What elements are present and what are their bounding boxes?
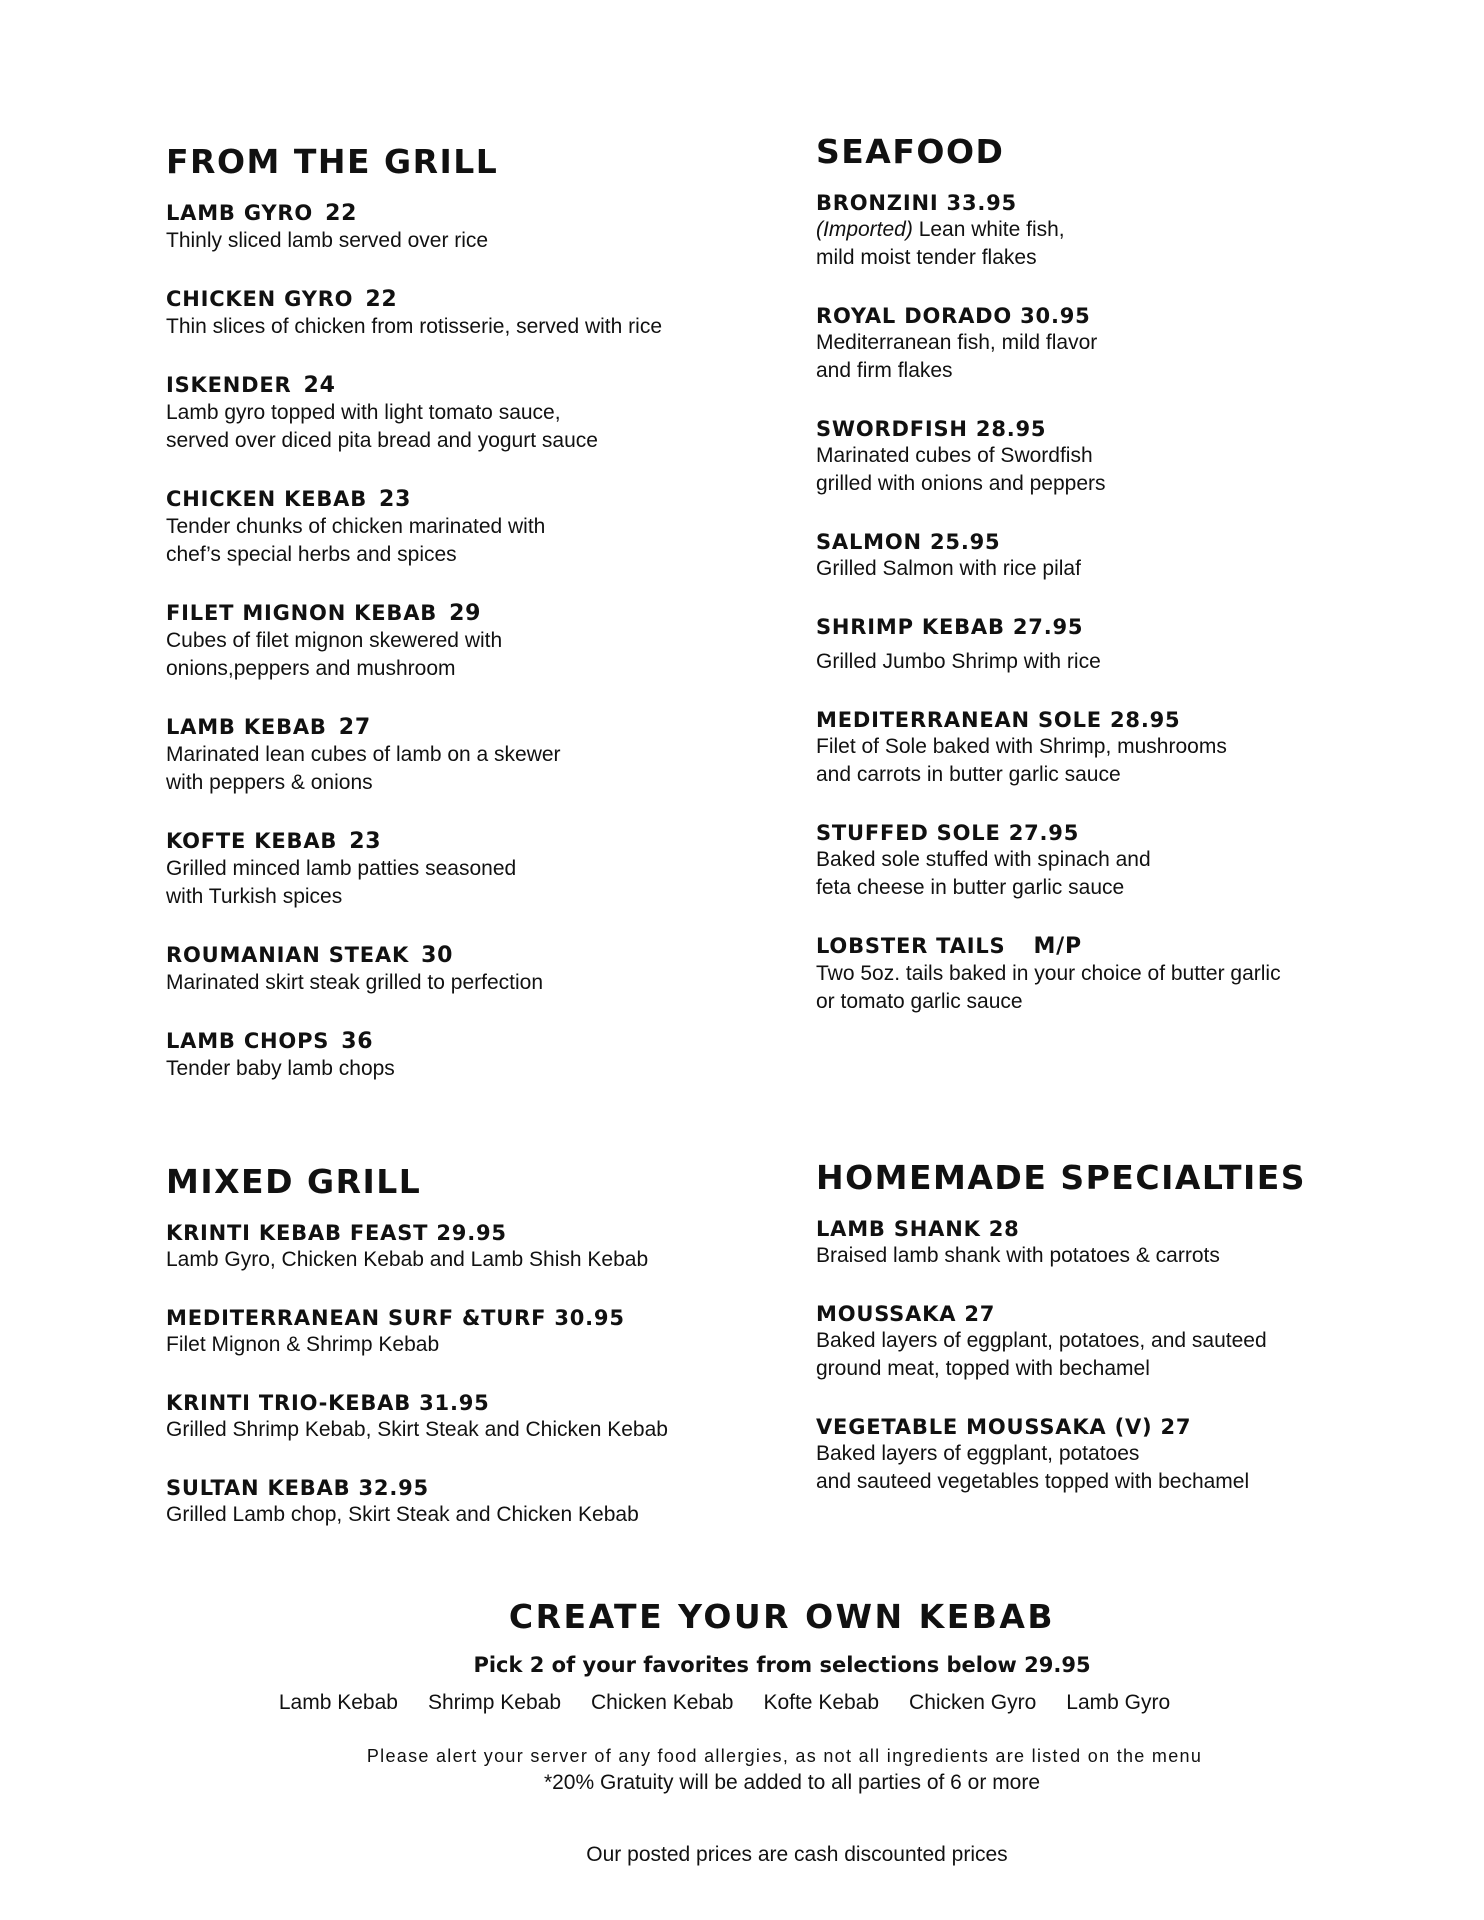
create-your-own-title: CREATE YOUR OWN KEBAB [508,1597,1056,1636]
item-price: 23 [349,829,382,854]
item-name: SULTAN KEBAB 32.95 [166,1476,429,1500]
create-your-own-subtitle: Pick 2 of your favorites from selections below 29.95 [473,1653,1091,1677]
mixed-grill-section [166,1162,786,1560]
item-name: MEDITERRANEAN SOLE 28.95 [816,708,1181,732]
item-name: LAMB SHANK 28 [816,1217,1020,1241]
item-name: SWORDFISH 28.95 [816,417,1047,441]
item-description: Marinated skirt steak grilled to perfection [166,971,544,994]
section-title: SEAFOOD [816,132,1005,171]
item-description: Grilled Lamb chop, Skirt Steak and Chicken Kebab [166,1503,639,1526]
menu-item [816,529,1436,583]
menu-item [166,828,786,911]
item-name: SHRIMP KEBAB 27.95 [816,615,1084,639]
item-description: Grilled Jumbo Shrimp with rice [816,650,1101,673]
item-name: ROYAL DORADO 30.95 [816,304,1091,328]
item-description: (Imported) Lean white fish, mild moist tender flakes [816,218,1065,269]
menu-item [816,614,1436,676]
menu-item [816,707,1436,789]
choice-item: Chicken Kebab [591,1691,734,1714]
item-price: 24 [303,373,336,398]
item-description: Tender baby lamb chops [166,1057,395,1080]
cash-price-notice: Our posted prices are cash discounted prices [586,1843,1008,1866]
item-name: SALMON 25.95 [816,530,1001,554]
section-title: MIXED GRILL [166,1162,422,1201]
item-description: Baked layers of eggplant, potatoes, and sauteed ground meat, topped with bechamel [816,1329,1267,1380]
item-description: Braised lamb shank with potatoes & carrots [816,1244,1220,1267]
item-name: LAMB KEBAB 27 [166,715,371,740]
menu-item [166,1028,786,1083]
item-description: Mediterranean fish, mild flavor and firm flakes [816,331,1098,382]
item-description: Filet of Sole baked with Shrimp, mushrooms and carrots in butter garlic sauce [816,735,1227,786]
item-description: Tender chunks of chicken marinated with chef’s special herbs and spices [166,515,546,566]
item-price: 27 [338,715,371,740]
item-price: M/P [1033,934,1082,959]
menu-item [166,942,786,997]
menu-item [166,486,786,569]
choice-item: Shrimp Kebab [427,1691,562,1714]
menu-item [816,190,1436,272]
item-name: STUFFED SOLE 27.95 [816,821,1080,845]
item-price: 22 [325,201,358,226]
menu-item [816,303,1436,385]
menu-item [166,600,786,683]
item-name: MOUSSAKA 27 [816,1302,996,1326]
item-description: Grilled Salmon with rice pilaf [816,557,1081,580]
menu-item [166,286,786,341]
menu-item [816,416,1436,498]
item-description: Baked layers of eggplant, potatoes and sauteed vegetables topped with bechamel [816,1442,1250,1493]
item-description: Baked sole stuffed with spinach and feta cheese in butter garlic sauce [816,848,1151,899]
menu-item [166,1305,786,1359]
section-title: FROM THE GRILL [166,142,499,181]
item-name: CHICKEN KEBAB 23 [166,487,412,512]
item-description: Lamb gyro topped with light tomato sauce, served over diced pita bread and yogurt sauce [166,401,598,452]
item-name: KOFTE KEBAB 23 [166,829,382,854]
item-price: 29 [449,601,482,626]
menu-item [816,820,1436,902]
item-price: 23 [379,487,412,512]
seafood-section [816,132,1436,1047]
choice-item: Lamb Kebab [278,1691,398,1714]
item-name: LAMB CHOPS 36 [166,1029,374,1054]
item-description: Thinly sliced lamb served over rice [166,229,489,252]
choice-item: Chicken Gyro [909,1691,1037,1714]
menu-item [816,933,1436,1016]
menu-item [816,1216,1456,1270]
menu-item [166,714,786,797]
item-name: LOBSTER TAILS M/P [816,934,1082,959]
kebab-choices [0,1691,1484,1715]
menu-footer [0,1746,1484,1867]
item-description: Grilled Shrimp Kebab, Skirt Steak and Chicken Kebab [166,1418,668,1441]
item-price: 36 [341,1029,374,1054]
item-name: VEGETABLE MOUSSAKA (V) 27 [816,1415,1192,1439]
item-description: Marinated cubes of Swordfish grilled with onions and peppers [816,444,1106,495]
item-description: Grilled minced lamb patties seasoned with Turkish spices [166,857,517,908]
item-name: LAMB GYRO 22 [166,201,358,226]
item-name: ISKENDER 24 [166,373,336,398]
from-the-grill-section [166,142,786,1114]
item-description: Cubes of filet mignon skewered with onions,peppers and mushroom [166,629,503,680]
item-price: 22 [365,287,398,312]
menu-item [166,200,786,255]
item-name: KRINTI TRIO-KEBAB 31.95 [166,1391,490,1415]
choice-item: Kofte Kebab [763,1691,880,1714]
homemade-specialties-section [816,1158,1456,1527]
section-title: HOMEMADE SPECIALTIES [816,1158,1307,1197]
item-description: Two 5oz. tails baked in your choice of butter garlic or tomato garlic sauce [816,962,1281,1013]
menu-item [166,1390,786,1444]
choice-item: Lamb Gyro [1066,1691,1171,1714]
menu-item [166,1220,786,1274]
item-description: Thin slices of chicken from rotisserie, served with rice [166,315,662,338]
menu-item [166,372,786,455]
item-name: BRONZINI 33.95 [816,191,1017,215]
item-description: Marinated lean cubes of lamb on a skewer with peppers & onions [166,743,561,794]
item-name: KRINTI KEBAB FEAST 29.95 [166,1221,507,1245]
menu-item [816,1414,1456,1496]
item-name: FILET MIGNON KEBAB 29 [166,601,482,626]
item-description: Filet Mignon & Shrimp Kebab [166,1333,440,1356]
item-description: Lamb Gyro, Chicken Kebab and Lamb Shish Kebab [166,1248,649,1271]
item-name: MEDITERRANEAN SURF &TURF 30.95 [166,1306,625,1330]
menu-item [816,1301,1456,1383]
item-name: CHICKEN GYRO 22 [166,287,398,312]
item-name: ROUMANIAN STEAK 30 [166,943,454,968]
menu-item [166,1475,786,1529]
gratuity-notice: *20% Gratuity will be added to all parties of 6 or more [543,1771,1041,1794]
create-your-own-section [0,1597,1484,1715]
item-price: 30 [421,943,454,968]
allergy-notice: Please alert your server of any food allergies, as not all ingredients are listed on the menu [366,1746,1203,1766]
